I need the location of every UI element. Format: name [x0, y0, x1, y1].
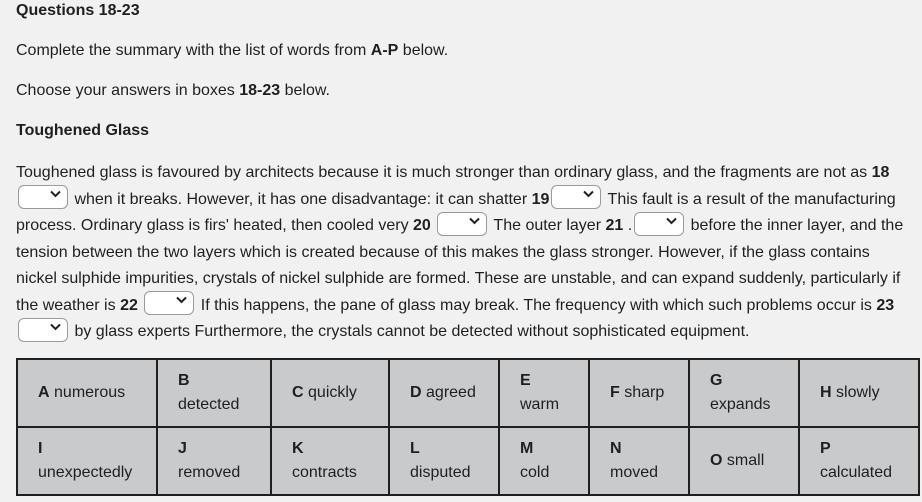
instruction-line-1: Complete the summary with the list of words from A-P below.	[16, 42, 449, 59]
option-g: G expands	[689, 359, 799, 427]
options-row-1	[17, 359, 919, 427]
chevron-down-icon	[50, 190, 61, 198]
option-d: D agreed	[389, 359, 499, 427]
answer-select-21[interactable]	[634, 212, 684, 236]
option-i: I unexpectedly	[17, 427, 157, 495]
answer-select-23[interactable]	[18, 318, 68, 342]
summary-title: Toughened Glass	[16, 122, 150, 139]
options-row-2	[17, 427, 919, 495]
option-p: P calculated	[799, 427, 919, 495]
option-a: A numerous	[17, 359, 157, 427]
chevron-down-icon	[666, 217, 677, 225]
option-j: J removed	[157, 427, 271, 495]
option-f: F sharp	[589, 359, 689, 427]
option-k: K contracts	[271, 427, 389, 495]
option-n: N moved	[589, 427, 689, 495]
option-o: O small	[689, 427, 799, 495]
option-m: M cold	[499, 427, 589, 495]
chevron-down-icon	[583, 190, 594, 198]
word-options-table	[16, 358, 920, 496]
option-e: E warm	[499, 359, 589, 427]
summary-paragraph: Toughened glass is favoured by architects because it is much stronger than ordinary glass, and the fragments are not as 18 when it breaks. However, it has one disadvantage: it can shatter 19 This fault is a result of the manufacturing process. Ordinary glass is firs' heated, then cooled very 20 The outer layer 21 . before the inner layer, and the tension between the two layers which is created because of this makes the glass stronger. However, if the glass contains nickel sulphide impurities, crystals of nickel sulphide are formed. These are unstable, and can expand suddenly, particularly if the weather is 22 If this happens, the pane of glass may break. The frequency with which such problems occur is 23 by glass experts Furthermore, the crystals cannot be detected without sophisticated equipment.	[16, 164, 904, 340]
instruction-line-2: Choose your answers in boxes 18-23 below.	[16, 82, 330, 99]
chevron-down-icon	[469, 217, 480, 225]
answer-select-20[interactable]	[437, 212, 487, 236]
chevron-down-icon	[50, 323, 61, 331]
option-l: L disputed	[389, 427, 499, 495]
option-b: B detected	[157, 359, 271, 427]
section-heading: Questions 18-23	[16, 2, 140, 19]
answer-select-18[interactable]	[18, 185, 68, 209]
chevron-down-icon	[176, 296, 187, 304]
option-h: H slowly	[799, 359, 919, 427]
answer-select-19[interactable]	[551, 185, 601, 209]
option-c: C quickly	[271, 359, 389, 427]
answer-select-22[interactable]	[144, 291, 194, 315]
